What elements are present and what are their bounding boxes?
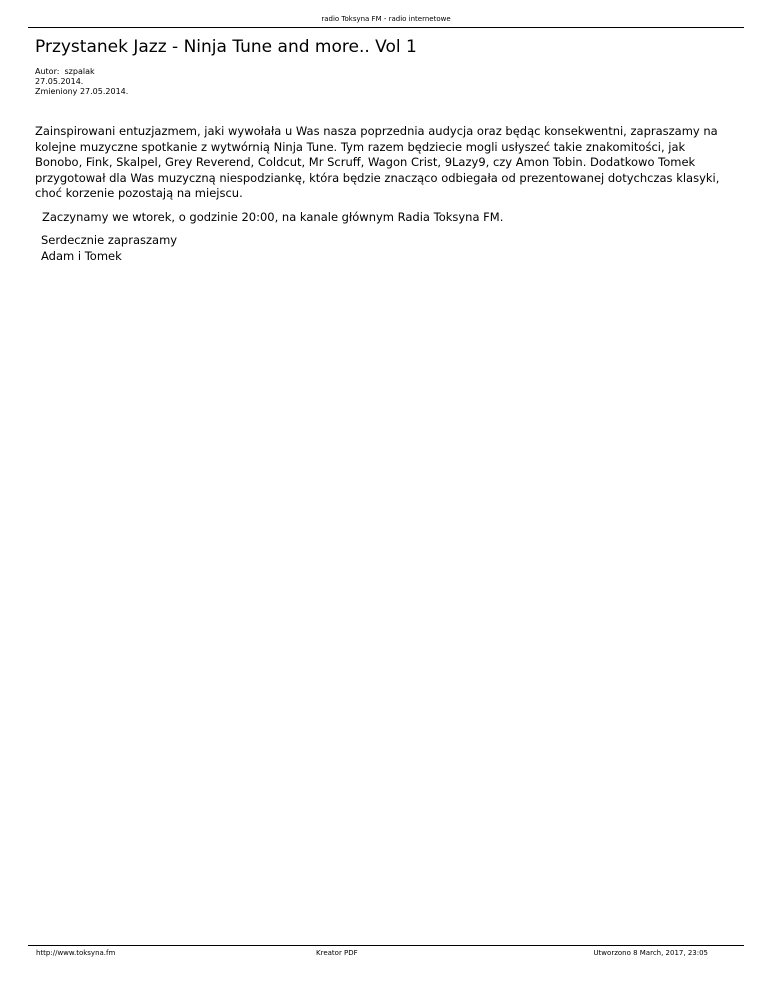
modified-line: Zmieniony 27.05.2014. [35,87,129,96]
footer-generator: Kreator PDF [316,949,358,957]
article-title: Przystanek Jazz - Ninja Tune and more.. Vol 1 [35,37,417,57]
article-body [35,124,735,264]
footer-url: http://www.toksyna.fm [36,949,116,957]
site-title: radio Toksyna FM - radio internetowe [321,15,451,23]
article-meta [35,67,128,97]
publish-date: 27.05.2014. [35,77,84,86]
closing-paragraph: Serdecznie zapraszamy Adam i Tomek [41,233,178,263]
schedule-paragraph: Zaczynamy we wtorek, o godzinie 20:00, na kanale głównym Radia Toksyna FM. [42,209,504,224]
intro-paragraph: Zainspirowani entuzjazmem, jaki wywołała u Was nasza poprzednia audycja oraz będąc konsekwentni, zapraszamy na kolejne muzyczne spotkanie z wytwórnią Ninja Tune. Tym razem będziecie mogli usłyszeć takie znakomitości, jak Bonobo, Fink, Skalpel, Grey Reverend, Coldcut, Mr Scruff, Wagon Crist, 9Lazy9, czy Amon Tobin. Dodatkowo Tomek przygotował dla Was muzyczną niespodziankę, która będzie znacząco odbiegała od prezentowanej dotychczas klasyki, choć korzenie pozostają na miejscu. [35,124,720,200]
footer-created: Utworzono 8 March, 2017, 23:05 [593,949,708,957]
page-footer [28,945,744,957]
page-header [28,14,744,28]
author-line: Autor: szpalak [35,67,95,76]
